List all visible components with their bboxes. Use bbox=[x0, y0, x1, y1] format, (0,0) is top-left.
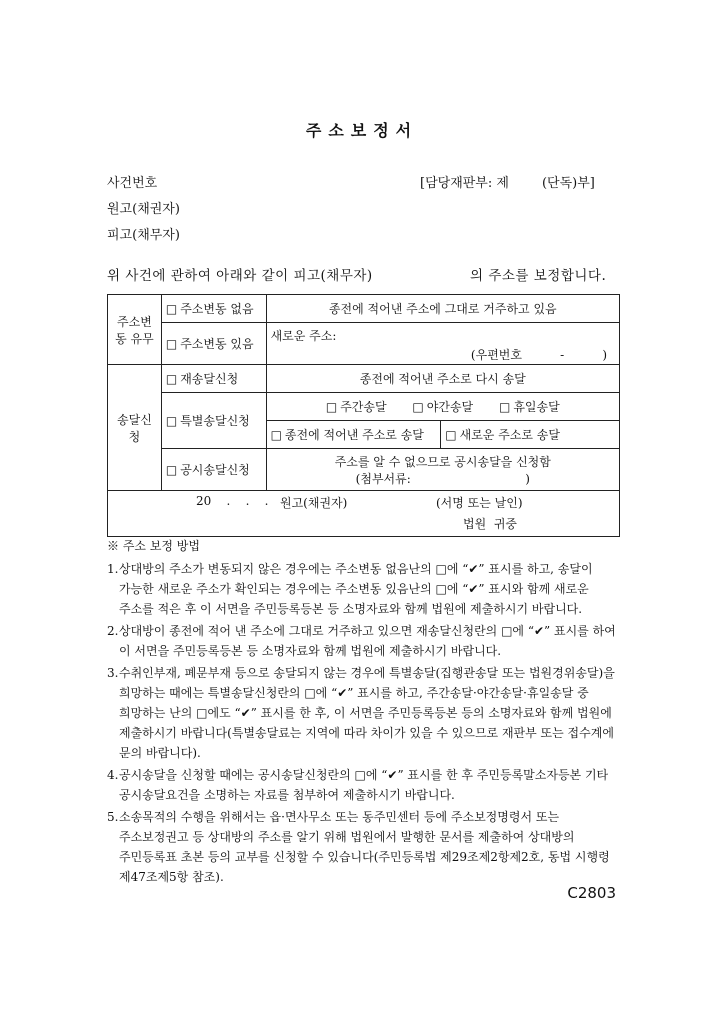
new-address-delivery-option[interactable]: □ 새로운 주소로 송달 bbox=[441, 421, 620, 449]
redeliver-text: 종전에 적어낸 주소로 다시 송달 bbox=[266, 365, 619, 393]
day-delivery-option[interactable]: □ 주간송달 bbox=[325, 400, 387, 414]
redeliver-option[interactable]: □ 재송달신청 bbox=[161, 365, 266, 393]
new-address-cell[interactable] bbox=[266, 323, 619, 365]
checkbox-icon[interactable]: □ bbox=[165, 302, 178, 316]
instruction-item: 3. 수취인부재, 폐문부재 등으로 송달되지 않는 경우에 특별송달(집행관송달 또는 법원경위송달)을 희망하는 때에는 특별송달신청란의 □에 “✔” 표시를 하고, 주간송달·야간송달·휴일송달 중 희망하는 난의 □에도 “✔” 표시를 한 후, 이 서면을 주민등록등본 등의 소명자료와 함께 법원에 제출하시기 바랍니다(특별송달료는 지역에 따라 차이가 있을 수 있으므로 재판부 또는 접수계에 문의 바랍니다). bbox=[107, 666, 615, 760]
addr-change-header: 주소변동 유무 bbox=[108, 295, 162, 365]
intro-text-end: 의 주소를 보정합니다. bbox=[470, 268, 607, 284]
case-number-label: 사건번호 bbox=[107, 176, 158, 191]
checkbox-icon[interactable]: □ bbox=[165, 414, 178, 428]
public-notice-text: 주소를 알 수 없으므로 공시송달을 신청함 bbox=[334, 454, 551, 469]
instructions-header: ※ 주소 보정 방법 bbox=[107, 539, 200, 553]
court-label: 법원 귀중 bbox=[463, 517, 517, 531]
correction-instructions bbox=[107, 536, 627, 889]
instruction-item: 5. 소송목적의 수행을 위해서는 읍·면사무소 또는 동주민센터 등에 주소보정명령서 또는 주소보정권고 등 상대방의 주소를 알기 위해 법원에서 발행한 문서를 제출하여 상대방의 주민등록표 초본 등의 교부를 신청할 수 있습니다(주민등록법 제29조제2항제2호, 동법 시행령 제47조제5항 참조). bbox=[107, 810, 610, 884]
public-notice-option[interactable]: □ 공시송달신청 bbox=[161, 449, 266, 491]
defendant-label: 피고(채무자) bbox=[107, 228, 180, 243]
signature-label: (서명 또는 날인) bbox=[436, 496, 523, 510]
checkbox-icon[interactable]: □ bbox=[165, 337, 178, 351]
document-title: 주소보정서 bbox=[305, 121, 419, 140]
attachment-label: (첨부서류: ) bbox=[355, 471, 530, 486]
judge-division-label: [담당재판부: 제 (단독)부] bbox=[420, 176, 595, 191]
public-notice-cell bbox=[266, 449, 619, 491]
checkbox-icon[interactable]: □ bbox=[412, 400, 424, 414]
checkbox-icon[interactable]: □ bbox=[445, 428, 457, 442]
instruction-item: 1. 상대방의 주소가 변동되지 않은 경우에는 주소변동 없음난의 □에 “✔” 표시를 하고, 송달이 가능한 새로운 주소가 확인되는 경우에는 주소변동 있음난의 □에 “✔” 표시와 함께 새로운 주소를 적은 후 이 서면을 주민등록등본 등 소명자료와 함께 법원에 제출하시기 바랍니다. bbox=[107, 562, 593, 616]
plaintiff-label: 원고(채권자) bbox=[107, 202, 180, 217]
holiday-delivery-option[interactable]: □ 휴일송달 bbox=[498, 400, 560, 414]
night-delivery-option[interactable]: □ 야간송달 bbox=[412, 400, 474, 414]
signer-label: 원고(채권자) bbox=[280, 496, 348, 510]
signature-row bbox=[108, 491, 620, 537]
changed-option[interactable]: □ 주소변동 있음 bbox=[161, 323, 266, 365]
checkbox-icon[interactable]: □ bbox=[270, 428, 282, 442]
form-code: C2803 bbox=[567, 884, 616, 902]
postal-code-label: (우편번호 - ) bbox=[470, 348, 607, 362]
address-correction-table bbox=[107, 294, 620, 537]
instruction-item: 2. 상대방이 종전에 적어 낸 주소에 그대로 거주하고 있으면 재송달신청란의 □에 “✔” 표시를 하여 이 서면을 주민등록등본 등 소명자료와 함께 법원에 제출하시기 바랍니다. bbox=[107, 624, 616, 658]
checkbox-icon[interactable]: □ bbox=[325, 400, 338, 414]
instruction-item: 4. 공시송달을 신청할 때에는 공시송달신청란의 □에 “✔” 표시를 한 후 주민등록말소자등본 기타 공시송달요건을 소명하는 자료를 첨부하여 제출하시기 바랍니다. bbox=[107, 768, 609, 802]
date-field[interactable]: 20 . . . bbox=[196, 494, 269, 508]
new-address-label: 새로운 주소: bbox=[270, 329, 337, 343]
prev-address-delivery-option[interactable]: □ 종전에 적어낸 주소로 송달 bbox=[266, 421, 441, 449]
checkbox-icon[interactable]: □ bbox=[165, 463, 178, 477]
delivery-header: 송달신청 bbox=[108, 365, 162, 491]
special-delivery-option[interactable]: □ 특별송달신청 bbox=[161, 393, 266, 449]
checkbox-icon[interactable]: □ bbox=[165, 372, 178, 386]
no-change-text: 종전에 적어낸 주소에 그대로 거주하고 있음 bbox=[266, 295, 619, 323]
no-change-option[interactable]: □ 주소변동 없음 bbox=[161, 295, 266, 323]
intro-text: 위 사건에 관하여 아래와 같이 피고(채무자) bbox=[107, 268, 373, 284]
delivery-time-options bbox=[266, 393, 619, 421]
checkbox-icon[interactable]: □ bbox=[498, 400, 511, 414]
